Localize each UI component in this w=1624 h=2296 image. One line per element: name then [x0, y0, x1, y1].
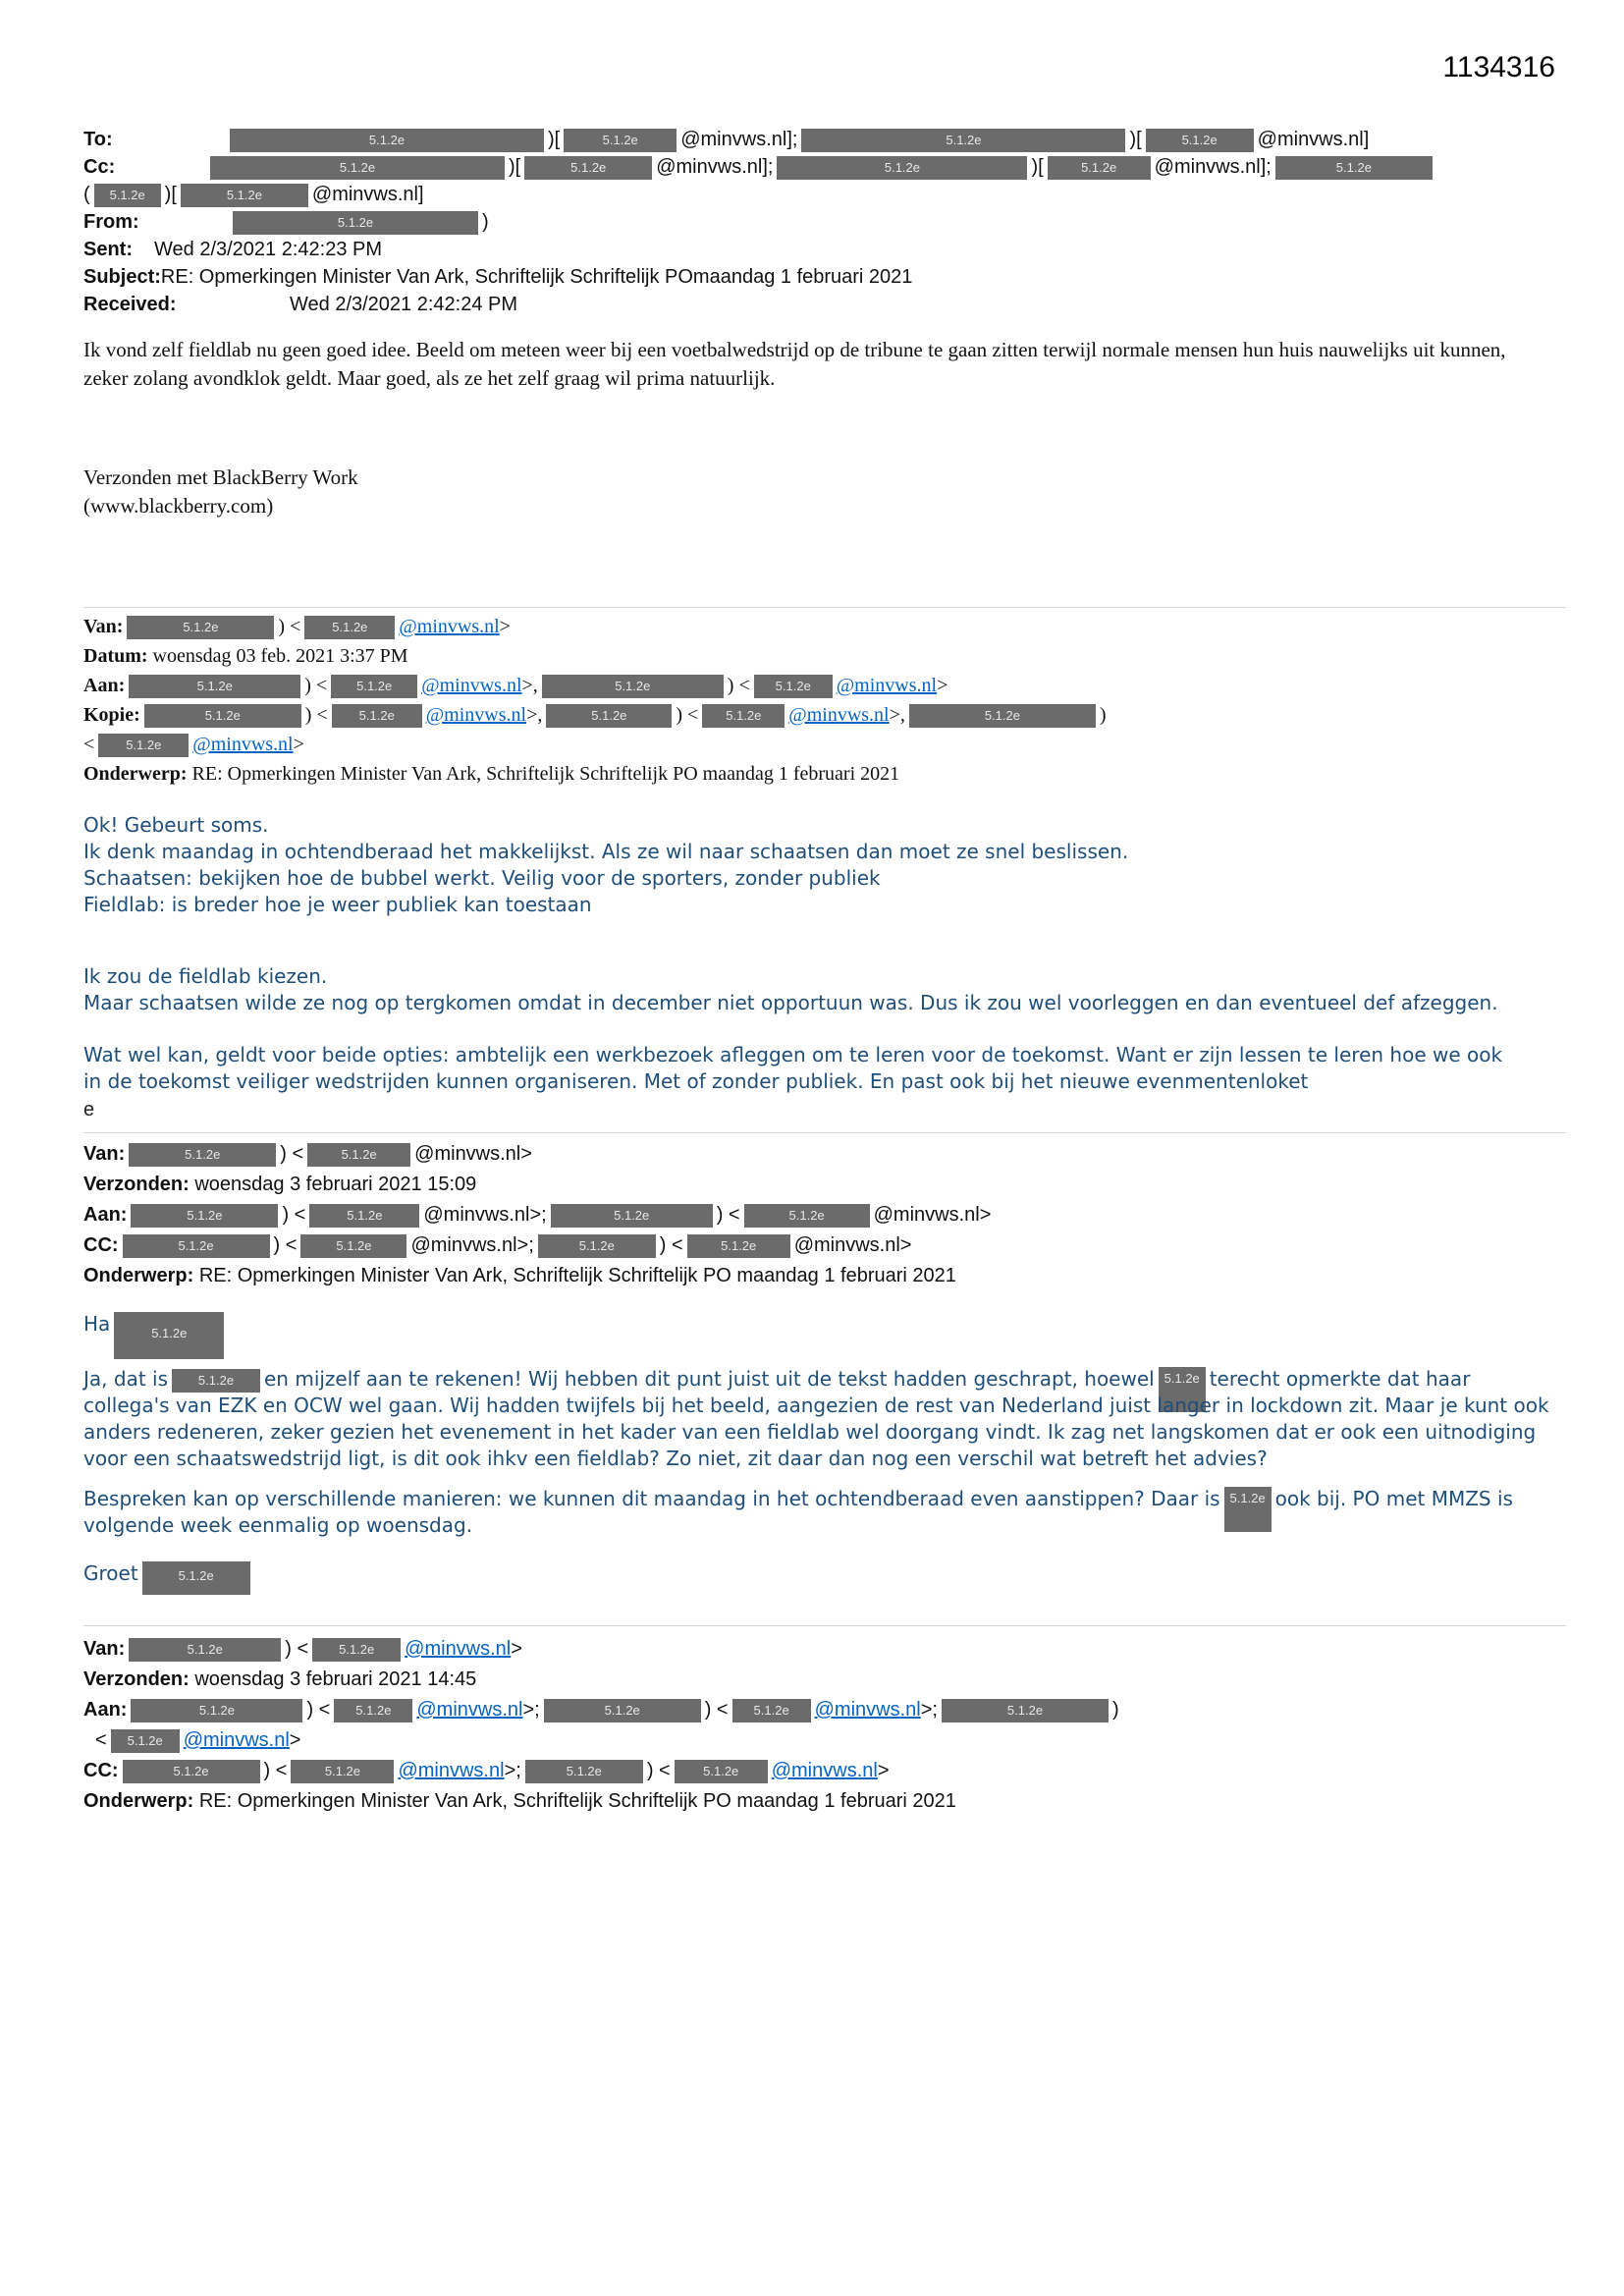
divider — [83, 607, 1566, 608]
redaction-bar: 5.1.2e — [687, 1234, 790, 1258]
text-segment: ) < — [704, 1699, 729, 1721]
body-line: Ik denk maandag in ochtendberaad het makkelijkst. Als ze wil naar schaatsen dan moet ze snel beslissen. — [83, 840, 1129, 863]
field-label: Van: — [83, 1638, 126, 1660]
field-value — [192, 763, 900, 785]
redaction-bar: 5.1.2e — [129, 1143, 276, 1167]
field-label: Kopie: — [83, 704, 140, 726]
field-value — [127, 1204, 991, 1226]
text-segment: ) < — [659, 1234, 683, 1256]
redaction-bar: 5.1.2e — [777, 156, 1027, 180]
text-segment: @minvws.nl] — [311, 184, 424, 205]
email2-header-block — [83, 612, 1566, 789]
redaction-bar: 5.1.2e — [300, 1234, 406, 1258]
email3-header-block — [83, 1139, 1566, 1291]
redaction-bar: 5.1.2e — [538, 1234, 656, 1258]
redaction-bar: 5.1.2e — [131, 1699, 302, 1722]
header-row-aan-overflow — [83, 1725, 1566, 1756]
text-segment: @minvws.nl] — [1257, 129, 1370, 150]
text-segment: ) < — [646, 1760, 671, 1781]
email-address-link[interactable]: @minvws.nl — [425, 704, 527, 726]
text-segment: RE: Opmerkingen Minister Van Ark, Schriftelijk Schriftelijk PO maandag 1 februari 2021 — [191, 763, 900, 785]
redaction-bar: 5.1.2e — [230, 129, 544, 152]
text-segment: )[ — [164, 184, 177, 205]
header-row-to — [83, 126, 1566, 153]
header-row-onderwerp — [83, 1261, 1566, 1291]
text-segment: ) < — [280, 1143, 304, 1165]
divider — [83, 1625, 1566, 1626]
stray-character: e — [83, 1099, 95, 1121]
header-row-kopie — [83, 700, 1566, 730]
text-segment: >; — [504, 1760, 521, 1781]
text-segment: @minvws.nl]; — [656, 156, 774, 178]
field-label: Received: — [83, 294, 177, 315]
redaction-bar: 5.1.2e — [129, 675, 300, 698]
text-segment: woensdag 3 februari 2021 15:09 — [194, 1174, 477, 1195]
redaction-bar: 5.1.2e — [801, 129, 1125, 152]
header-row-subject — [83, 263, 1566, 291]
redaction-bar: 5.1.2e — [1146, 129, 1254, 152]
document-number: 1134316 — [1442, 51, 1555, 83]
text-segment: ) < — [306, 1699, 331, 1721]
text-segment: Wed 2/3/2021 2:42:23 PM — [154, 239, 383, 260]
header-row-onderwerp — [83, 759, 1566, 789]
header-row-datum — [83, 641, 1566, 671]
text-segment: Ha — [83, 1312, 111, 1336]
text-segment: >; — [522, 1699, 540, 1721]
email-address-link[interactable]: @minvws.nl — [416, 1699, 523, 1721]
body-line: Ok! Gebeurt soms. — [83, 813, 269, 837]
field-label: Onderwerp: — [83, 763, 188, 785]
email2-body-paragraph: Wat wel kan, geldt voor beide opties: ambtelijk een werkbezoek afleggen om te leren voor de toekomst. Want er zijn lessen te leren hoe we ook in de toekomst veiliger wedstrijden kunnen organiseren. Met of zonder publiek. En past ook bij het nieuwe evenmentenloket — [83, 1043, 1503, 1093]
text-segment: terecht opmerkte dat haar collega's van EZK en OCW wel gaan. Wij hadden twijfels bij het beeld, aangezien de rest van Nederland juist langer in lockdown zit. Maar je kunt ook anders redeneren, zeker gezien het evenement in het kader van een fieldlab wel doorgang vindt. Ik zag net langskomen dat er ook een uitnodiging voor een schaatswedstrijd ligt, is dit ook ihkv een fieldlab? Zo niet, zit daar dan nog een verschil wat betreft het advies? — [83, 1367, 1549, 1470]
redaction-bar: 5.1.2e — [331, 675, 417, 698]
body-line: Ik zou de fieldlab kiezen. — [83, 964, 328, 988]
text-segment: @minvws.nl>; — [410, 1234, 534, 1256]
divider — [83, 1132, 1566, 1133]
header-row-van — [83, 612, 1566, 641]
field-value — [199, 1790, 956, 1812]
text-segment: Groet — [83, 1561, 138, 1585]
redaction-bar: 5.1.2e — [94, 184, 161, 207]
redaction-bar: 5.1.2e — [1224, 1487, 1272, 1532]
header-row-cc — [83, 1230, 1566, 1261]
email1-header-block — [83, 126, 1566, 318]
field-value — [127, 1699, 1118, 1721]
field-value — [229, 211, 489, 233]
field-label: Verzonden: — [83, 1668, 189, 1690]
field-label: From: — [83, 211, 139, 233]
redaction-bar: 5.1.2e — [1159, 1367, 1206, 1412]
field-value — [194, 1668, 476, 1690]
field-value — [161, 266, 913, 288]
redaction-bar: 5.1.2e — [172, 1369, 260, 1393]
text-segment: > — [937, 675, 948, 696]
field-label: Cc: — [83, 156, 116, 178]
redaction-bar: 5.1.2e — [754, 675, 833, 698]
field-value — [83, 734, 304, 755]
text-segment: ) < — [263, 1760, 288, 1781]
email-address-link[interactable]: @minvws.nl — [421, 675, 522, 696]
text-segment: ) < — [304, 675, 328, 696]
text-segment: )[ — [1129, 129, 1142, 150]
redaction-bar: 5.1.2e — [114, 1312, 224, 1359]
redaction-bar: 5.1.2e — [675, 1760, 768, 1783]
redaction-bar: 5.1.2e — [544, 1699, 701, 1722]
field-value — [226, 129, 1369, 150]
field-value — [229, 294, 517, 315]
header-row-sent — [83, 236, 1566, 263]
header-row-received — [83, 291, 1566, 318]
field-label: Aan: — [83, 1699, 128, 1721]
header-row-aan — [83, 1200, 1566, 1230]
redaction-bar: 5.1.2e — [131, 1204, 278, 1228]
field-label: Aan: — [83, 1204, 128, 1226]
body-line: Fieldlab: is breder hoe je weer publiek kan toestaan — [83, 893, 592, 916]
blackberry-signature — [83, 464, 1566, 520]
text-segment: ) — [482, 211, 489, 233]
text-segment: ) < — [676, 704, 699, 726]
field-value — [125, 1143, 532, 1165]
redaction-bar: 5.1.2e — [144, 704, 301, 728]
email-address-link[interactable]: @minvws.nl — [836, 675, 938, 696]
text-segment: ) < — [273, 1234, 298, 1256]
redaction-bar: 5.1.2e — [210, 156, 505, 180]
text-segment: >, — [521, 675, 538, 696]
text-segment: ( — [83, 184, 90, 205]
field-value — [83, 184, 424, 205]
field-value — [123, 616, 511, 637]
redaction-bar: 5.1.2e — [334, 1699, 412, 1722]
text-segment: > — [499, 616, 511, 637]
text-segment: < — [83, 734, 95, 755]
field-label: To: — [83, 129, 113, 150]
text-segment: ) < — [282, 1204, 306, 1226]
text-segment: ) < — [727, 675, 750, 696]
redaction-bar: 5.1.2e — [744, 1204, 870, 1228]
email-address-link[interactable]: @minvws.nl — [771, 1760, 878, 1781]
email-address-link[interactable]: @minvws.nl — [405, 1638, 512, 1660]
text-segment: )[ — [548, 129, 561, 150]
email-address-link[interactable]: @minvws.nl — [399, 616, 500, 637]
redaction-bar: 5.1.2e — [551, 1204, 713, 1228]
text-segment: ) — [1111, 1699, 1119, 1721]
text-segment: ) — [1099, 704, 1107, 726]
redaction-bar: 5.1.2e — [732, 1699, 811, 1722]
text-segment: Ja, dat is — [83, 1367, 168, 1391]
text-segment: Wed 2/3/2021 2:42:24 PM — [290, 294, 518, 315]
email2-body-paragraph — [83, 963, 1556, 1016]
text-segment: >, — [526, 704, 543, 726]
field-value — [125, 675, 947, 696]
field-label: Onderwerp: — [83, 1790, 194, 1812]
email3-closing — [83, 1560, 1566, 1600]
field-value — [206, 156, 1436, 178]
field-value — [154, 239, 382, 260]
field-label: Verzonden: — [83, 1174, 189, 1195]
signature-line: (www.blackberry.com) — [83, 494, 274, 518]
redaction-bar: 5.1.2e — [127, 616, 274, 639]
text-segment: ) < — [285, 1638, 309, 1660]
text-segment: @minvws.nl]; — [1154, 156, 1272, 178]
redaction-bar: 5.1.2e — [129, 1638, 281, 1662]
body-line: Schaatsen: bekijken hoe de bubbel werkt. Veilig voor de sporters, zonder publiek — [83, 866, 881, 890]
text-segment: > — [293, 734, 304, 755]
email-address-link[interactable]: @minvws.nl — [398, 1760, 505, 1781]
header-row-verzonden — [83, 1170, 1566, 1200]
redaction-bar: 5.1.2e — [524, 156, 652, 180]
email1-body: Ik vond zelf fieldlab nu geen goed idee. Beeld om meteen weer bij een voetbalwedstrijd op de tribune te gaan zitten terwijl normale mensen hun huis nauwelijks uit kunnen, zeker zolang avondklok geldt. Maar goed, als ze het zelf graag wil prima natuurlijk. — [83, 338, 1506, 390]
header-row-van — [83, 1634, 1566, 1665]
signature-line: Verzonden met BlackBerry Work — [83, 465, 358, 489]
email3-body-paragraph — [83, 1366, 1556, 1472]
redaction-bar: 5.1.2e — [546, 704, 672, 728]
redaction-bar: 5.1.2e — [233, 211, 478, 235]
header-row-aan — [83, 1695, 1566, 1725]
redaction-bar: 5.1.2e — [307, 1143, 410, 1167]
header-row-verzonden — [83, 1665, 1566, 1695]
email-address-link[interactable]: @minvws.nl — [788, 704, 890, 726]
text-segment: ) < — [304, 704, 328, 726]
text-segment: < — [95, 1729, 107, 1751]
redaction-bar: 5.1.2e — [98, 734, 189, 757]
field-label: Van: — [83, 616, 124, 637]
text-segment: )[ — [1031, 156, 1044, 178]
field-value — [95, 1729, 300, 1751]
body-line: Maar schaatsen wilde ze nog op tergkomen omdat in december niet opportuun was. Dus ik zou wel voorleggen en dan eventueel def afzeggen. — [83, 991, 1498, 1014]
redaction-bar: 5.1.2e — [142, 1561, 250, 1595]
text-segment: > — [511, 1638, 522, 1660]
field-value — [194, 1174, 476, 1195]
header-row-kopie-overflow — [83, 730, 1566, 759]
field-label: CC: — [83, 1760, 119, 1781]
email-address-link[interactable]: @minvws.nl — [192, 734, 294, 755]
redaction-bar: 5.1.2e — [304, 616, 395, 639]
email2-body — [83, 812, 1566, 918]
text-segment: >; — [920, 1699, 938, 1721]
field-label: Subject: — [83, 266, 161, 288]
redaction-bar: 5.1.2e — [909, 704, 1096, 728]
text-segment: @minvws.nl> — [793, 1234, 912, 1256]
field-value — [119, 1760, 890, 1781]
field-label: Sent: — [83, 239, 133, 260]
header-row-cc — [83, 153, 1566, 181]
redaction-bar: 5.1.2e — [181, 184, 308, 207]
text-segment: RE: Opmerkingen Minister Van Ark, Schriftelijk Schriftelijk PO maandag 1 februari 2021 — [198, 1265, 956, 1286]
redaction-bar: 5.1.2e — [309, 1204, 419, 1228]
email-address-link[interactable]: @minvws.nl — [814, 1699, 921, 1721]
field-label: Datum: — [83, 645, 148, 667]
header-row-onderwerp — [83, 1786, 1566, 1817]
text-segment: en mijzelf aan te rekenen! Wij hebben dit punt juist uit de tekst hadden geschrapt, hoewel — [264, 1367, 1155, 1391]
email3-body-paragraph — [83, 1486, 1556, 1539]
header-row-cc-overflow — [83, 181, 1566, 208]
text-segment: > — [877, 1760, 890, 1781]
text-segment: @minvws.nl>; — [423, 1204, 547, 1226]
redaction-bar: 5.1.2e — [942, 1699, 1109, 1722]
redaction-bar: 5.1.2e — [564, 129, 677, 152]
text-segment: ook bij. PO met MMZS is volgende week eenmalig op woensdag. — [83, 1487, 1513, 1537]
redaction-bar: 5.1.2e — [312, 1638, 401, 1662]
redaction-bar: 5.1.2e — [525, 1760, 643, 1783]
text-segment: woensdag 3 februari 2021 14:45 — [194, 1668, 477, 1690]
field-value — [153, 645, 408, 667]
redaction-bar: 5.1.2e — [1275, 156, 1433, 180]
text-segment: @minvws.nl> — [873, 1204, 992, 1226]
field-label: Van: — [83, 1143, 126, 1165]
header-row-van — [83, 1139, 1566, 1170]
redaction-bar: 5.1.2e — [1048, 156, 1151, 180]
field-value — [140, 704, 1107, 726]
text-segment: >, — [889, 704, 905, 726]
text-segment: woensdag 03 feb. 2021 3:37 PM — [152, 645, 408, 667]
field-label: CC: — [83, 1234, 119, 1256]
header-row-aan — [83, 671, 1566, 700]
header-row-from — [83, 208, 1566, 236]
email4-header-block — [83, 1634, 1566, 1817]
field-label: Aan: — [83, 675, 126, 696]
field-value — [199, 1265, 956, 1286]
text-segment: )[ — [509, 156, 521, 178]
field-value — [119, 1234, 912, 1256]
field-label: Onderwerp: — [83, 1265, 194, 1286]
text-segment: Bespreken kan op verschillende manieren: we kunnen dit maandag in het ochtendberaad even aanstippen? Daar is — [83, 1487, 1220, 1510]
redaction-bar: 5.1.2e — [702, 704, 785, 728]
redaction-bar: 5.1.2e — [111, 1729, 180, 1753]
text-segment: @minvws.nl> — [414, 1143, 532, 1165]
text-segment: RE: Opmerkingen Minister Van Ark, Schriftelijk Schriftelijk PO maandag 1 februari 2021 — [198, 1790, 956, 1812]
text-segment: ) < — [716, 1204, 740, 1226]
header-row-cc — [83, 1756, 1566, 1786]
text-segment: @minvws.nl]; — [680, 129, 798, 150]
field-value — [125, 1638, 522, 1660]
redaction-bar: 5.1.2e — [542, 675, 724, 698]
redaction-bar: 5.1.2e — [123, 1760, 260, 1783]
redaction-bar: 5.1.2e — [123, 1234, 270, 1258]
text-segment: > — [289, 1729, 301, 1751]
text-segment: RE: Opmerkingen Minister Van Ark, Schriftelijk Schriftelijk POmaandag 1 februari 2021 — [160, 266, 913, 288]
text-segment: ) < — [278, 616, 301, 637]
redaction-bar: 5.1.2e — [332, 704, 422, 728]
email3-greeting — [83, 1311, 1566, 1362]
redaction-bar: 5.1.2e — [291, 1760, 394, 1783]
email-address-link[interactable]: @minvws.nl — [183, 1729, 290, 1751]
